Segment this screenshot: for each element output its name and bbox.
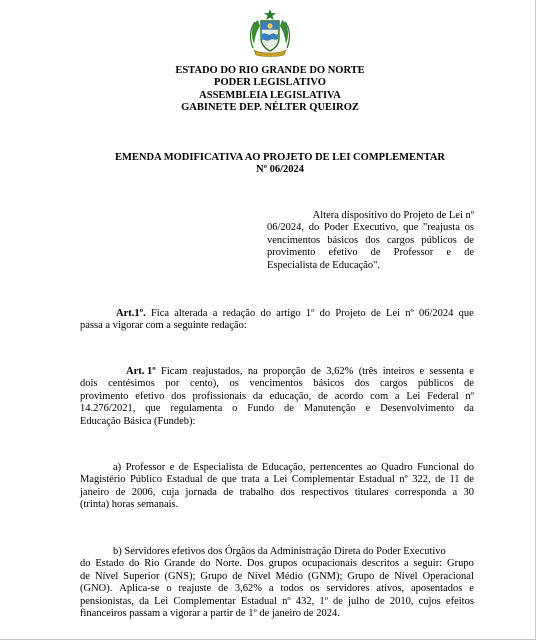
ementa-line: Especialista de Educação". xyxy=(267,259,381,271)
ementa-line: 06/2024, do Poder Executivo, que "reajusta os xyxy=(267,222,474,234)
item-b-paragraph xyxy=(80,546,474,620)
document-title xyxy=(80,152,480,177)
ementa-block xyxy=(267,210,474,272)
document-header xyxy=(120,65,420,115)
paragraph-line: pensionistas, da Lei Complementar Estadual nº 432, 1º de julho de 2010, cujos efeitos xyxy=(80,595,474,607)
article-1-paragraph xyxy=(80,308,474,333)
header-office: GABINETE DEP. NÉLTER QUEIROZ xyxy=(181,102,359,114)
paragraph-line: Educação Básica (Fundeb): xyxy=(80,415,196,427)
coat-of-arms-icon xyxy=(246,8,294,58)
new-article-1-paragraph xyxy=(80,366,474,428)
title-line-1: EMENDA MODIFICATIVA AO PROJETO DE LEI COMPLEMENTAR xyxy=(114,152,445,163)
paragraph-line: provimento efetivo dos profissionais da educação, de acordo com a Lei Federal nº xyxy=(80,390,474,402)
header-assembly: ASSEMBLEIA LEGISLATIVA xyxy=(199,89,341,101)
paragraph-line: do Estado do Rio Grande do Norte. Dos grupos ocupacionais descritos a seguir: Grupo xyxy=(80,558,474,570)
paragraph-line: b) Servidores efetivos dos Órgãos da Administração Direta do Poder Executivo xyxy=(113,546,446,557)
ementa-line: vencimentos básicos dos cargos públicos de xyxy=(267,234,474,246)
header-state: ESTADO DO RIO GRANDE DO NORTE xyxy=(175,65,365,76)
paragraph-line: dois centésimos por cento), os vencimentos básicos dos cargos públicos de xyxy=(80,378,474,390)
ementa-line: Altera dispositivo do Projeto de Lei nº xyxy=(312,210,474,221)
ementa-line: provimento efetivo de Professor e de xyxy=(267,247,474,259)
article-label: Art.1º. xyxy=(116,308,146,319)
paragraph-line: Magistério Público Estadual de que trata a Lei Complementar Estadual nº 322, de 11 de xyxy=(80,474,474,486)
paragraph-line: a) Professor e de Especialista de Educação, pertencentes ao Quadro Funcional do xyxy=(113,462,474,473)
paragraph-line: janeiro de 2006, cuja jornada de trabalho dos respectivos titulares corresponda a 30 xyxy=(80,486,474,498)
title-line-2: Nº 06/2024 xyxy=(255,164,305,176)
header-branch: PODER LEGISLATIVO xyxy=(214,77,326,89)
paragraph-line: financeiros passam a vigorar a partir de 1º de janeiro de 2024. xyxy=(80,608,340,620)
paragraph-line: Art.1º. Fica alterada a redação do artigo 1º do Projeto de Lei nº 06/2024 que xyxy=(116,308,474,319)
paragraph-line: Art. 1º Ficam reajustados, na proporção de 3,62% (três inteiros e sessenta e xyxy=(126,366,474,377)
paragraph-line: (trinta) horas semanais. xyxy=(80,499,179,511)
paragraph-line: passa a vigorar com a seguinte redação: xyxy=(80,320,247,332)
paragraph-line: 14.276/2021, que regulamenta o Fundo de Manutenção e Desenvolvimento da xyxy=(80,403,474,415)
paragraph-line: de Nível Superior (GNS); Grupo de Nível Médio (GNM); Grupo de Nível Operacional xyxy=(80,570,474,582)
paragraph-line: (GNO). Aplica-se o reajuste de 3,62% a todos os servidores ativos, aposentados e xyxy=(80,583,474,595)
item-a-paragraph xyxy=(80,462,474,512)
new-article-label: Art. 1º xyxy=(126,366,156,377)
